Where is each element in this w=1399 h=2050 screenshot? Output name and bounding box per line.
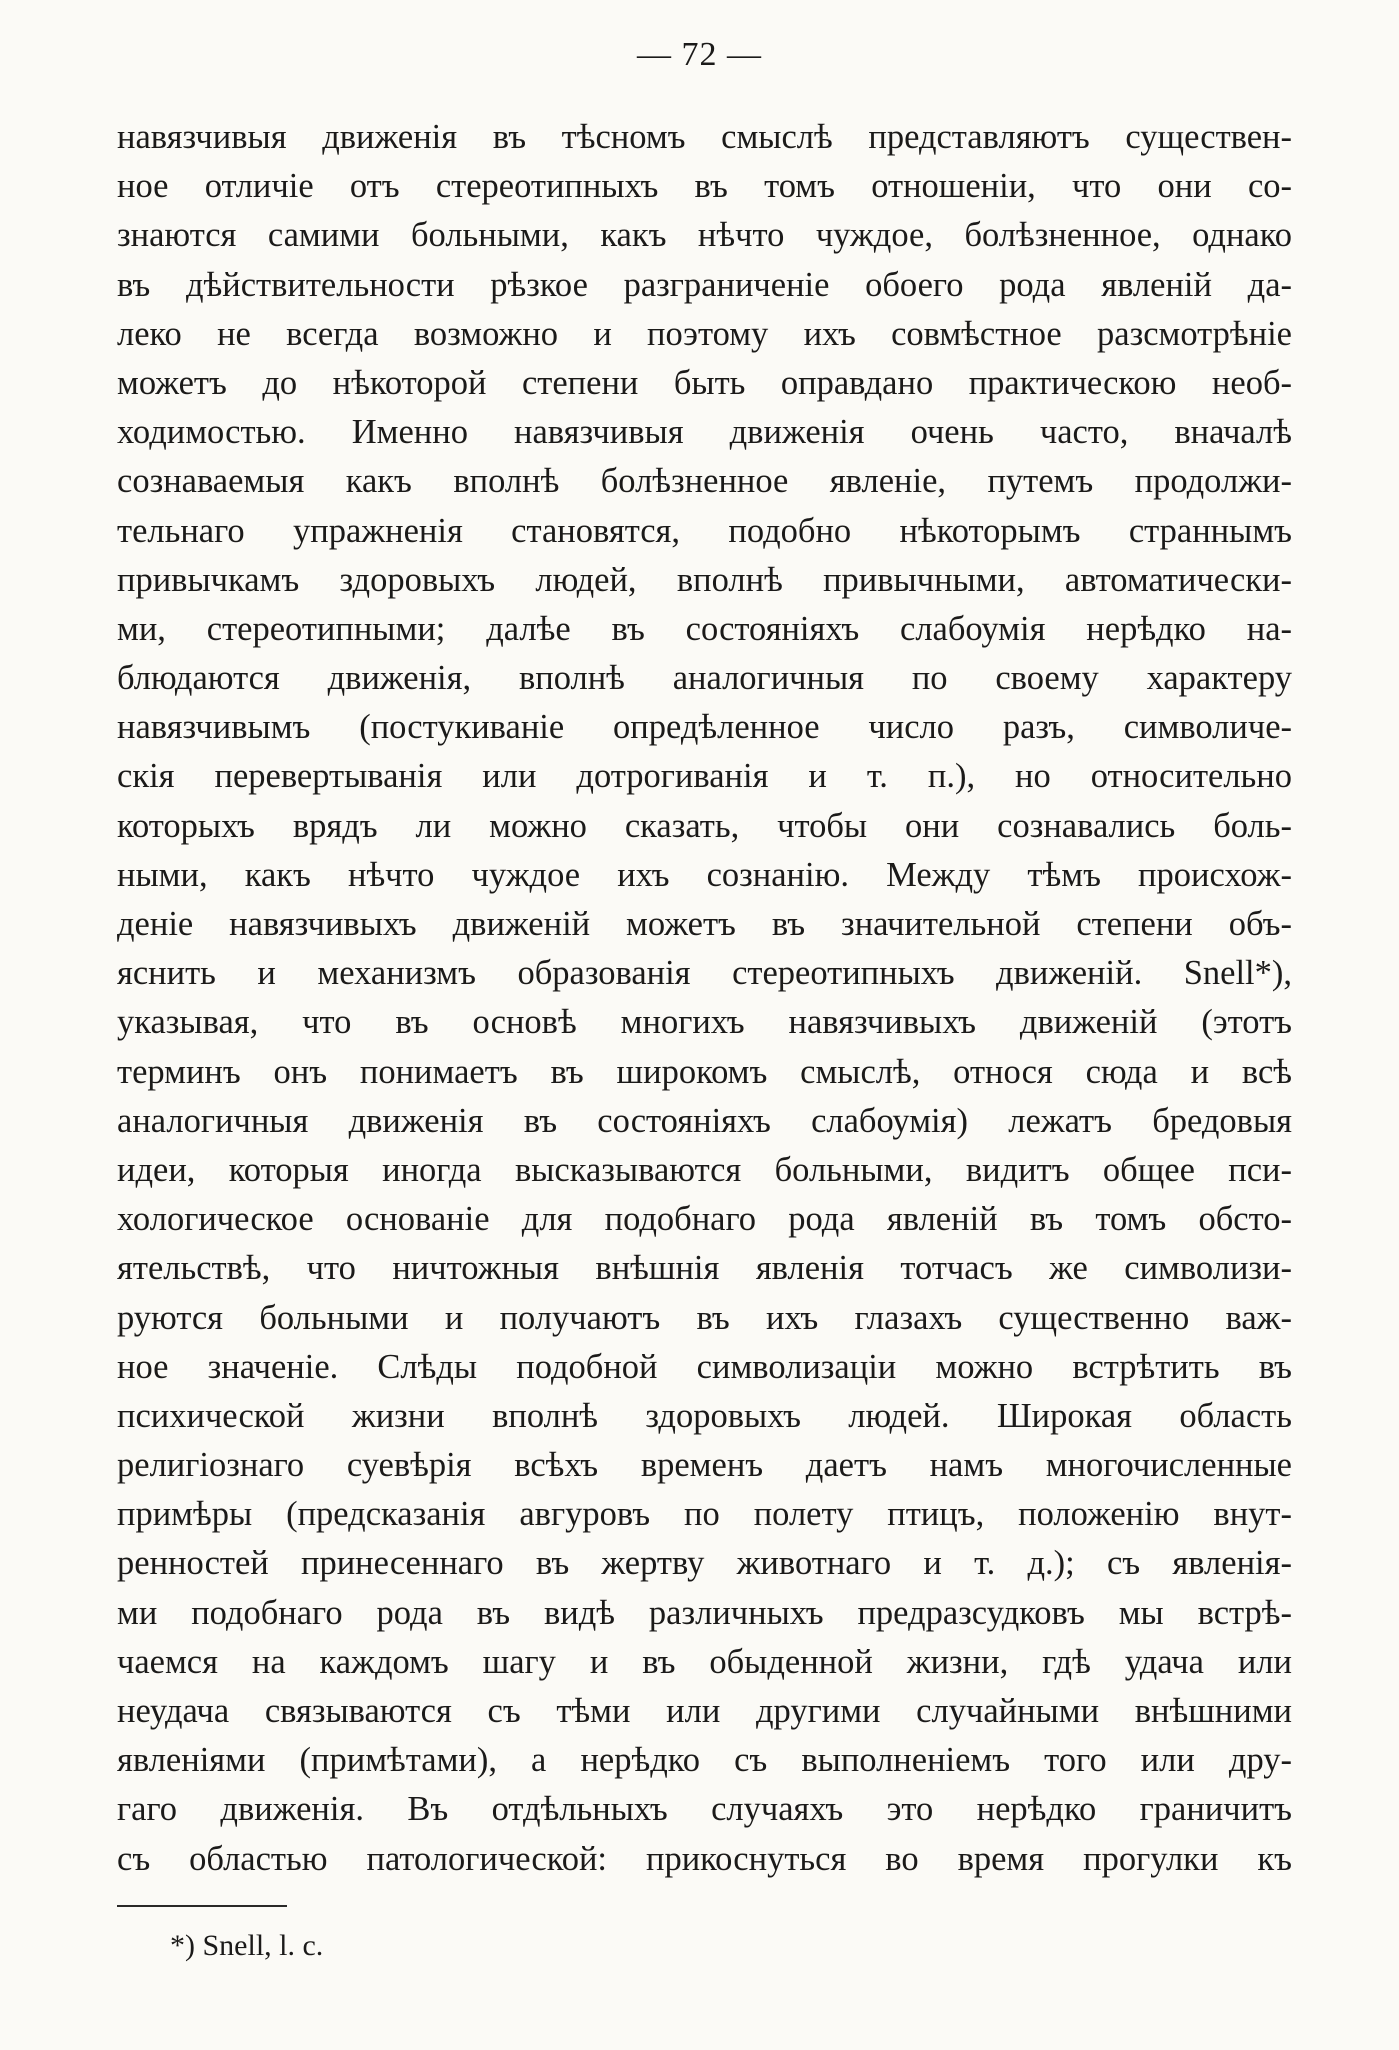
text-line: терминъ онъ понимаетъ въ широкомъ смыслѣ, относя сюда и всѣ (117, 1052, 1292, 1091)
text-line: ными, какъ нѣчто чуждое ихъ сознанію. Между тѣмъ происхож- (117, 855, 1292, 894)
text-line: ми подобнаго рода въ видѣ различныхъ предразсудковъ мы встрѣ- (117, 1593, 1292, 1632)
text-line: ходимостью. Именно навязчивыя движенія очень часто, вначалѣ (117, 413, 1292, 452)
text-line: неудача связываются съ тѣми или другими случайными внѣшними (117, 1692, 1292, 1730)
text-line: скія перевертыванія или дотрогиванія и т. п.), но относительно (117, 757, 1292, 796)
text-line: ми, стереотипными; далѣе въ состояніяхъ слабоумія нерѣдко на- (117, 609, 1292, 648)
text-line: деніе навязчивыхъ движеній можетъ въ значительной степени объ- (117, 905, 1292, 943)
text-line: ренностей принесеннаго въ жертву животнаго и т. д.); съ явленія- (117, 1544, 1292, 1583)
text-line: привычкамъ здоровыхъ людей, вполнѣ привычными, автоматически- (117, 560, 1292, 599)
text-line: навязчивымъ (постукиваніе опредѣленное число разъ, символиче- (117, 708, 1292, 747)
text-line: религіознаго суевѣрія всѣхъ временъ даетъ намъ многочисленные (117, 1446, 1292, 1485)
page-number: — 72 — (637, 36, 762, 73)
text-line: знаются самими больными, какъ нѣчто чуждое, болѣзненное, однако (117, 216, 1292, 255)
footnote: *) Snell, l. c. (170, 1929, 324, 1962)
text-line: идеи, которыя иногда высказываются больными, видитъ общее пси- (117, 1150, 1292, 1189)
text-line: ятельствѣ, что ничтожныя внѣшнія явленія тотчасъ же символизи- (117, 1249, 1292, 1288)
text-line: въ дѣйствительности рѣзкое разграниченіе обоего рода явленій да- (117, 265, 1292, 304)
text-line: можетъ до нѣкоторой степени быть оправдано практическою необ- (117, 363, 1292, 402)
text-line: аналогичныя движенія въ состояніяхъ слабоумія) лежатъ бредовыя (117, 1101, 1292, 1140)
text-line: сознаваемыя какъ вполнѣ болѣзненное явленіе, путемъ продолжи- (117, 462, 1292, 501)
text-line: которыхъ врядъ ли можно сказать, чтобы они сознавались боль- (117, 806, 1292, 845)
text-line: съ областью патологической: прикоснуться во время прогулки къ (117, 1839, 1292, 1878)
footnote-divider (117, 1905, 287, 1907)
text-line: тельнаго упражненія становятся, подобно нѣкоторымъ страннымъ (117, 511, 1292, 550)
text-line: гаго движенія. Въ отдѣльныхъ случаяхъ это нерѣдко граничитъ (117, 1790, 1292, 1829)
text-line: примѣры (предсказанія авгуровъ по полету птицъ, положенію внут- (117, 1495, 1292, 1534)
text-line: яснить и механизмъ образованія стереотипныхъ движеній. Snell*), (117, 954, 1292, 993)
text-line: чаемся на каждомъ шагу и въ обыденной жизни, гдѣ удача или (117, 1642, 1292, 1681)
text-line: явленіями (примѣтами), а нерѣдко съ выполненіемъ того или дру- (117, 1741, 1292, 1780)
body-text (117, 113, 1292, 1884)
text-line: психической жизни вполнѣ здоровыхъ людей. Широкая область (117, 1396, 1292, 1435)
text-line: леко не всегда возможно и поэтому ихъ совмѣстное разсмотрѣніе (117, 314, 1292, 353)
text-line: навязчивыя движенія въ тѣсномъ смыслѣ представляютъ существен- (117, 118, 1292, 156)
text-line: ное значеніе. Слѣды подобной символизаціи можно встрѣтить въ (117, 1347, 1292, 1386)
text-line: указывая, что въ основѣ многихъ навязчивыхъ движеній (этотъ (117, 1003, 1292, 1042)
text-line: ное отличіе отъ стереотипныхъ въ томъ отношеніи, что они со- (117, 167, 1292, 206)
text-line: хологическое основаніе для подобнаго рода явленій въ томъ обсто- (117, 1200, 1292, 1239)
text-line: руются больными и получаютъ въ ихъ глазахъ существенно важ- (117, 1298, 1292, 1337)
text-line: блюдаются движенія, вполнѣ аналогичныя по своему характеру (117, 659, 1292, 698)
